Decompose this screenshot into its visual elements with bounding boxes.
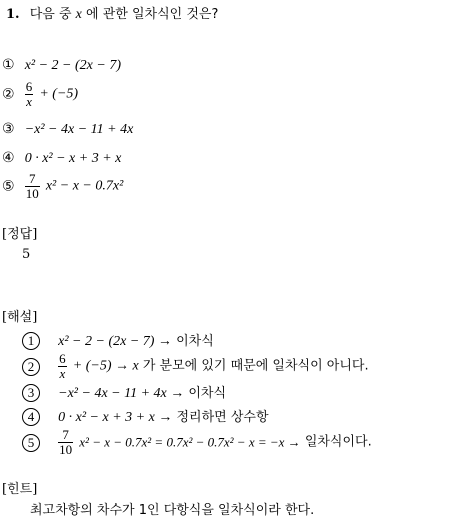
explanation-item-2-expression: + (−5) → x <box>72 358 139 374</box>
explanation-item-5 <box>22 428 372 457</box>
choice-1[interactable] <box>2 58 121 73</box>
explanation-item-2-fraction-numerator: 6 <box>59 351 66 366</box>
explanation-item-4-text: 정리하면 상수항 <box>176 410 269 425</box>
explanation-item-1-expression: x² − 2 − (2x − 7) → <box>58 334 172 349</box>
explanation-item-2-text: 가 분모에 있기 때문에 일차식이 아니다. <box>142 358 369 374</box>
explanation-item-3-expression: −x² − 4x − 11 + 4x → <box>58 386 185 401</box>
choice-2-expression: + (−5) <box>39 86 79 102</box>
question <box>6 8 218 22</box>
explanation-label: [해설] <box>2 310 38 325</box>
choice-3-marker: ③ <box>2 121 15 137</box>
explanation-item-5-marker: 5 <box>22 434 40 452</box>
explanation-item-3-text: 이차식 <box>188 386 227 401</box>
choice-5-marker: ⑤ <box>2 178 15 195</box>
choice-2-fraction-denominator: x <box>26 94 32 109</box>
explanation-item-5-fraction-numerator: 7 <box>58 428 73 443</box>
explanation-item-2-fraction-denominator: x <box>59 366 66 381</box>
choice-5-fraction-numerator: 7 <box>25 172 40 187</box>
explanation-item-5-fraction-denominator: 10 <box>59 442 73 457</box>
hint-text: 최고차항의 차수가 1인 다항식을 일차식이라 한다. <box>30 503 315 518</box>
choice-2[interactable] <box>2 80 78 109</box>
question-variable: x <box>75 7 82 22</box>
question-number: 1. <box>6 7 20 22</box>
choice-2-marker: ② <box>2 86 15 103</box>
explanation-item-2-fraction <box>58 352 67 381</box>
answer-label: [정답] <box>2 227 38 242</box>
explanation-item-5-expression: x² − x − 0.7x² = 0.7x² − 0.7x² − x = −x → <box>79 434 301 450</box>
explanation-item-2-marker: 2 <box>22 358 40 376</box>
choice-5[interactable] <box>2 172 123 201</box>
choice-3[interactable] <box>2 122 133 137</box>
explanation-item-3 <box>22 384 226 402</box>
explanation-item-3-marker: 3 <box>22 384 40 402</box>
choice-4[interactable] <box>2 151 121 166</box>
explanation-item-1-text: 이차식 <box>176 334 214 349</box>
explanation-item-4-marker: 4 <box>22 408 40 426</box>
explanation-item-2 <box>22 352 369 381</box>
question-text-part2: 에 관한 일차식인 것은? <box>86 7 219 22</box>
choice-4-expression: 0 · x² − x + 3 + x <box>24 151 122 166</box>
choice-1-expression: x² − 2 − (2x − 7) <box>24 58 121 73</box>
explanation-item-1 <box>22 332 214 350</box>
answer-value: 5 <box>22 247 31 262</box>
choice-5-fraction-denominator: 10 <box>25 186 39 201</box>
explanation-item-1-marker: 1 <box>22 332 40 350</box>
choice-2-fraction <box>25 80 34 109</box>
explanation-item-4 <box>22 408 269 426</box>
explanation-item-4-expression: 0 · x² − x + 3 + x → <box>58 410 173 425</box>
choice-5-expression: x² − x − 0.7x² <box>45 178 124 194</box>
choice-3-expression: −x² − 4x − 11 + 4x <box>24 122 134 137</box>
choice-5-fraction <box>25 172 40 201</box>
hint-label: [힌트] <box>2 482 38 497</box>
question-text-part1: 다음 중 <box>29 7 72 22</box>
choice-4-marker: ④ <box>2 150 15 166</box>
choice-2-fraction-numerator: 6 <box>25 79 33 94</box>
explanation-item-5-fraction <box>58 428 73 457</box>
explanation-item-5-text: 일차식이다. <box>304 434 372 450</box>
choice-1-marker: ① <box>2 57 15 73</box>
